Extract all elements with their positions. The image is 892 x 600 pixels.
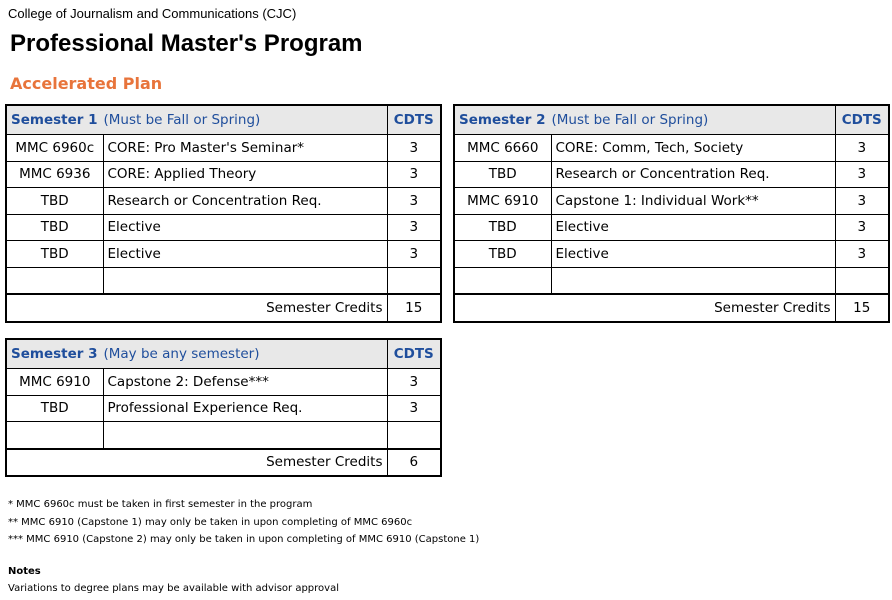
semester-note: (May be any semester) (103, 346, 260, 362)
course-name: Elective (551, 241, 835, 268)
semester-credits-label: Semester Credits (6, 294, 387, 322)
credits-header: CDTS (387, 339, 441, 369)
table-row (6, 241, 441, 268)
course-code: TBD (6, 188, 103, 215)
course-code: MMC 6910 (6, 369, 103, 396)
course-credits (387, 267, 441, 294)
course-name: Elective (103, 241, 387, 268)
course-credits: 3 (387, 214, 441, 241)
footnote: *** MMC 6910 (Capstone 2) may only be taken in upon completing of MMC 6910 (Capstone 1) (8, 534, 480, 545)
semester-note: (Must be Fall or Spring) (551, 112, 709, 128)
course-code: MMC 6936 (6, 161, 103, 188)
course-name: CORE: Comm, Tech, Society (551, 135, 835, 162)
course-credits (835, 267, 889, 294)
semester-total-row (6, 294, 441, 322)
semester-1-table (5, 104, 442, 323)
course-name: Professional Experience Req. (103, 395, 387, 422)
college-name: College of Journalism and Communications (CJC) (8, 6, 297, 21)
credits-header: CDTS (835, 105, 889, 135)
semester-total-row (454, 294, 889, 322)
course-credits: 3 (387, 188, 441, 215)
course-credits: 3 (835, 161, 889, 188)
course-code: MMC 6660 (454, 135, 551, 162)
course-credits: 3 (387, 241, 441, 268)
table-row (454, 214, 889, 241)
semester-2-table (453, 104, 890, 323)
semester-name: Semester 1 (11, 112, 98, 128)
course-code: TBD (454, 161, 551, 188)
table-row (454, 267, 889, 294)
footnote: * MMC 6960c must be taken in first semester in the program (8, 499, 313, 510)
table-row (6, 369, 441, 396)
page-title: Professional Master's Program (10, 30, 363, 57)
semester-credits-total: 15 (387, 294, 441, 322)
semester-credits-label: Semester Credits (6, 449, 387, 477)
credits-header: CDTS (387, 105, 441, 135)
course-name: CORE: Applied Theory (103, 161, 387, 188)
semester-header (6, 105, 387, 135)
course-name (103, 267, 387, 294)
table-row (6, 267, 441, 294)
table-row (454, 161, 889, 188)
semester-credits-total: 15 (835, 294, 889, 322)
semester-credits-total: 6 (387, 449, 441, 477)
course-name (551, 267, 835, 294)
course-credits: 3 (387, 369, 441, 396)
course-credits: 3 (387, 395, 441, 422)
course-code: TBD (6, 214, 103, 241)
course-name: Research or Concentration Req. (551, 161, 835, 188)
course-code: TBD (454, 214, 551, 241)
course-credits: 3 (835, 188, 889, 215)
semester-credits-label: Semester Credits (454, 294, 835, 322)
course-name (103, 422, 387, 449)
table-row (6, 135, 441, 162)
course-credits: 3 (835, 241, 889, 268)
table-row (454, 241, 889, 268)
course-code: MMC 6960c (6, 135, 103, 162)
footnote: ** MMC 6910 (Capstone 1) may only be taken in upon completing of MMC 6960c (8, 516, 413, 528)
notes-text: Variations to degree plans may be available with advisor approval (8, 583, 339, 594)
course-code: TBD (6, 395, 103, 422)
semester-header (454, 105, 835, 135)
table-row (6, 422, 441, 449)
course-name: Capstone 1: Individual Work** (551, 188, 835, 215)
course-code (454, 267, 551, 294)
semester-3-table (5, 338, 442, 477)
course-credits: 3 (835, 214, 889, 241)
course-name: Research or Concentration Req. (103, 188, 387, 215)
footnotes (8, 496, 479, 549)
table-row (6, 395, 441, 422)
semester-note: (Must be Fall or Spring) (103, 112, 261, 128)
semester-name: Semester 3 (11, 346, 98, 362)
course-code (6, 267, 103, 294)
table-row (6, 161, 441, 188)
table-row (6, 214, 441, 241)
course-credits: 3 (387, 135, 441, 162)
course-name: Elective (103, 214, 387, 241)
plan-subtitle: Accelerated Plan (10, 74, 163, 93)
course-code: MMC 6910 (454, 188, 551, 215)
table-row (6, 188, 441, 215)
course-code (6, 422, 103, 449)
semester-total-row (6, 449, 441, 477)
table-row (454, 188, 889, 215)
course-name: Capstone 2: Defense*** (103, 369, 387, 396)
course-code: TBD (454, 241, 551, 268)
course-name: Elective (551, 214, 835, 241)
semester-name: Semester 2 (459, 112, 546, 128)
notes-heading: Notes (8, 566, 41, 577)
course-code: TBD (6, 241, 103, 268)
course-credits: 3 (835, 135, 889, 162)
course-credits (387, 422, 441, 449)
course-name: CORE: Pro Master's Seminar* (103, 135, 387, 162)
semester-header (6, 339, 387, 369)
table-row (454, 135, 889, 162)
course-credits: 3 (387, 161, 441, 188)
